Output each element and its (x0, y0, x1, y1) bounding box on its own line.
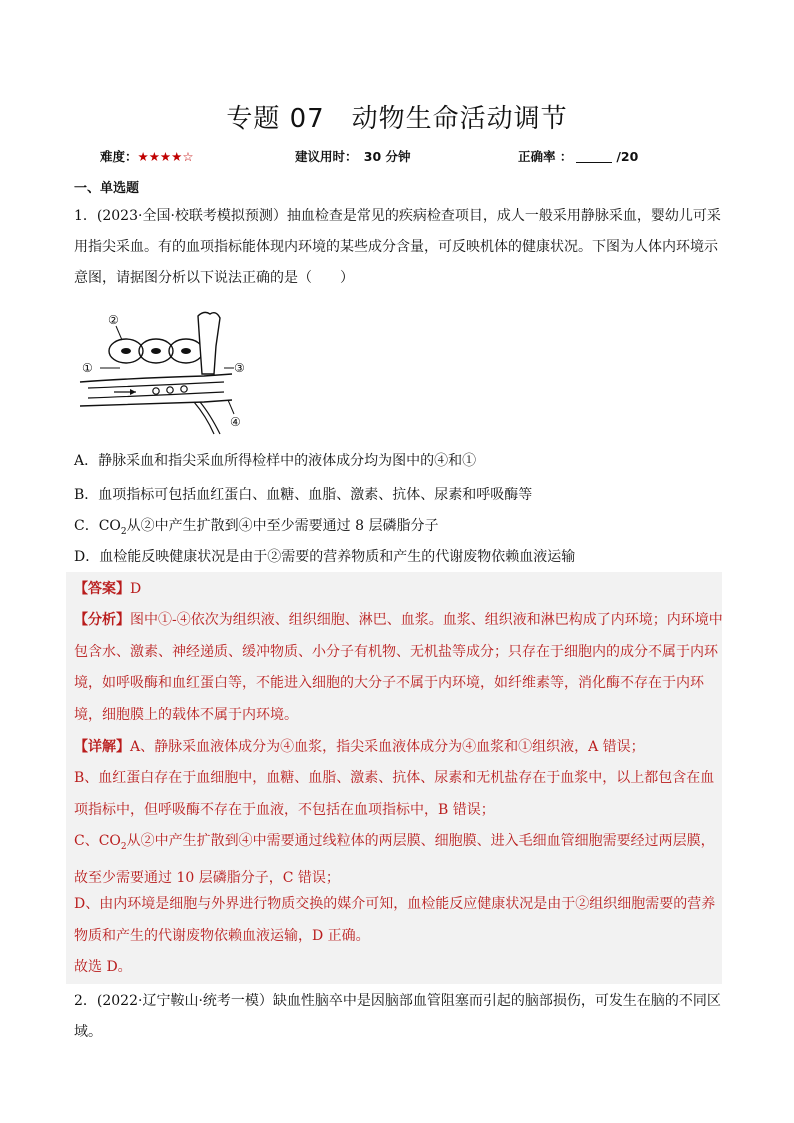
question-1-stem: 1．(2023·全国·校联考模拟预测）抽血检查是常见的疾病检查项目，成人一般采用静脉采血，婴幼儿可采用指尖采血。有的血项指标能体现内环境的某些成分含量，可反映机体的健康状况。下图为人体内环境示意图，请据图分析以下说法正确的是（ ） (74, 208, 721, 286)
label-1: ① (82, 361, 93, 375)
accuracy-label: 正确率 ： (518, 149, 573, 164)
detail-c-post: 从②中产生扩散到④中需要通过线粒体的两层膜、细胞膜、进入毛细血管细胞需要经过两层膜，故至少需要通过 10 层磷脂分子，C 错误； (74, 833, 715, 887)
label-4: ④ (230, 415, 241, 429)
detail-b: B、血红蛋白存在于血细胞中，血糖、血脂、激素、抗体、尿素和无机盐存在于血浆中，以上都包含在血项指标中，但呼吸酶不存在于血液，不包括在血项指标中，B 错误； (74, 770, 715, 818)
answer-value: D (130, 581, 142, 597)
option-c-post: 从②中产生扩散到④中至少需要通过 8 层磷脂分子 (126, 518, 439, 534)
internal-environment-diagram (74, 306, 254, 436)
answer-line (74, 574, 726, 606)
difficulty-stars: ★★★★☆ (137, 149, 194, 164)
detail-d: D、由内环境是细胞与外界进行物质交换的媒介可知，血检能反应健康状况是由于②组织细胞需要的营养物质和产生的代谢废物依赖血液运输，D 正确。 (74, 896, 716, 944)
detail-c (74, 826, 726, 895)
analysis-tag: 【分析】 (74, 612, 130, 628)
meta-row (0, 147, 794, 163)
label-2: ② (108, 313, 119, 327)
option-a: A．静脉采血和指尖采血所得检样中的液体成分均为图中的④和① (74, 453, 477, 469)
page-title: 专题 07 动物生命活动调节 (226, 104, 568, 134)
answer-tag: 【答案】 (74, 581, 130, 597)
option-c-sub: 2 (120, 526, 127, 537)
capillary (80, 374, 232, 434)
label-3: ③ (234, 361, 245, 375)
section-heading: 一、单选题 (74, 181, 140, 196)
detail-a-paragraph (74, 732, 726, 764)
detail-tag: 【详解】 (74, 739, 130, 755)
question-2-stem: 2．(2022·辽宁鞍山·统考一模）缺血性脑卒中是因脑部血管阻塞而引起的脑部损伤，可发生在脑的不同区域。 (74, 993, 721, 1040)
accuracy (518, 147, 638, 165)
option-d: D．血检能反映健康状况是由于②需要的营养物质和产生的代谢废物依赖血液运输 (74, 549, 576, 565)
detail-c-sub: 2 (120, 841, 127, 852)
analysis-paragraph (74, 605, 726, 731)
option-c (74, 515, 438, 537)
conclusion: 故选 D。 (74, 959, 132, 975)
option-b: B．血项指标可包括血红蛋白、血糖、血脂、激素、抗体、尿素和呼吸酶等 (74, 487, 533, 503)
difficulty-label: 难度： (100, 149, 138, 164)
difficulty (100, 147, 194, 165)
lymph-vessel (198, 312, 220, 374)
detail-a: A、静脉采血液体成分为④血浆，指尖采血液体成分为④血浆和①组织液，A 错误； (130, 739, 645, 755)
option-c-pre: C．CO (74, 518, 121, 534)
accuracy-blank (576, 162, 612, 163)
accuracy-total: /20 (616, 149, 639, 164)
detail-c-pre: C、CO (74, 833, 121, 849)
suggested-time: 建议用时： 30 分钟 (295, 149, 411, 164)
analysis-text: 图中①-④依次为组织液、组织细胞、淋巴、血浆。血浆、组织液和淋巴构成了内环境；内环境中包含水、激素、神经递质、缓冲物质、小分子有机物、无机盐等成分；只存在于细胞内的成分不属于内环境，如呼吸酶和血红蛋白等，不能进入细胞的大分子不属于内环境，如纤维素等，消化酶不存在于内环境，细胞膜上的载体不属于内环境。 (74, 612, 723, 723)
